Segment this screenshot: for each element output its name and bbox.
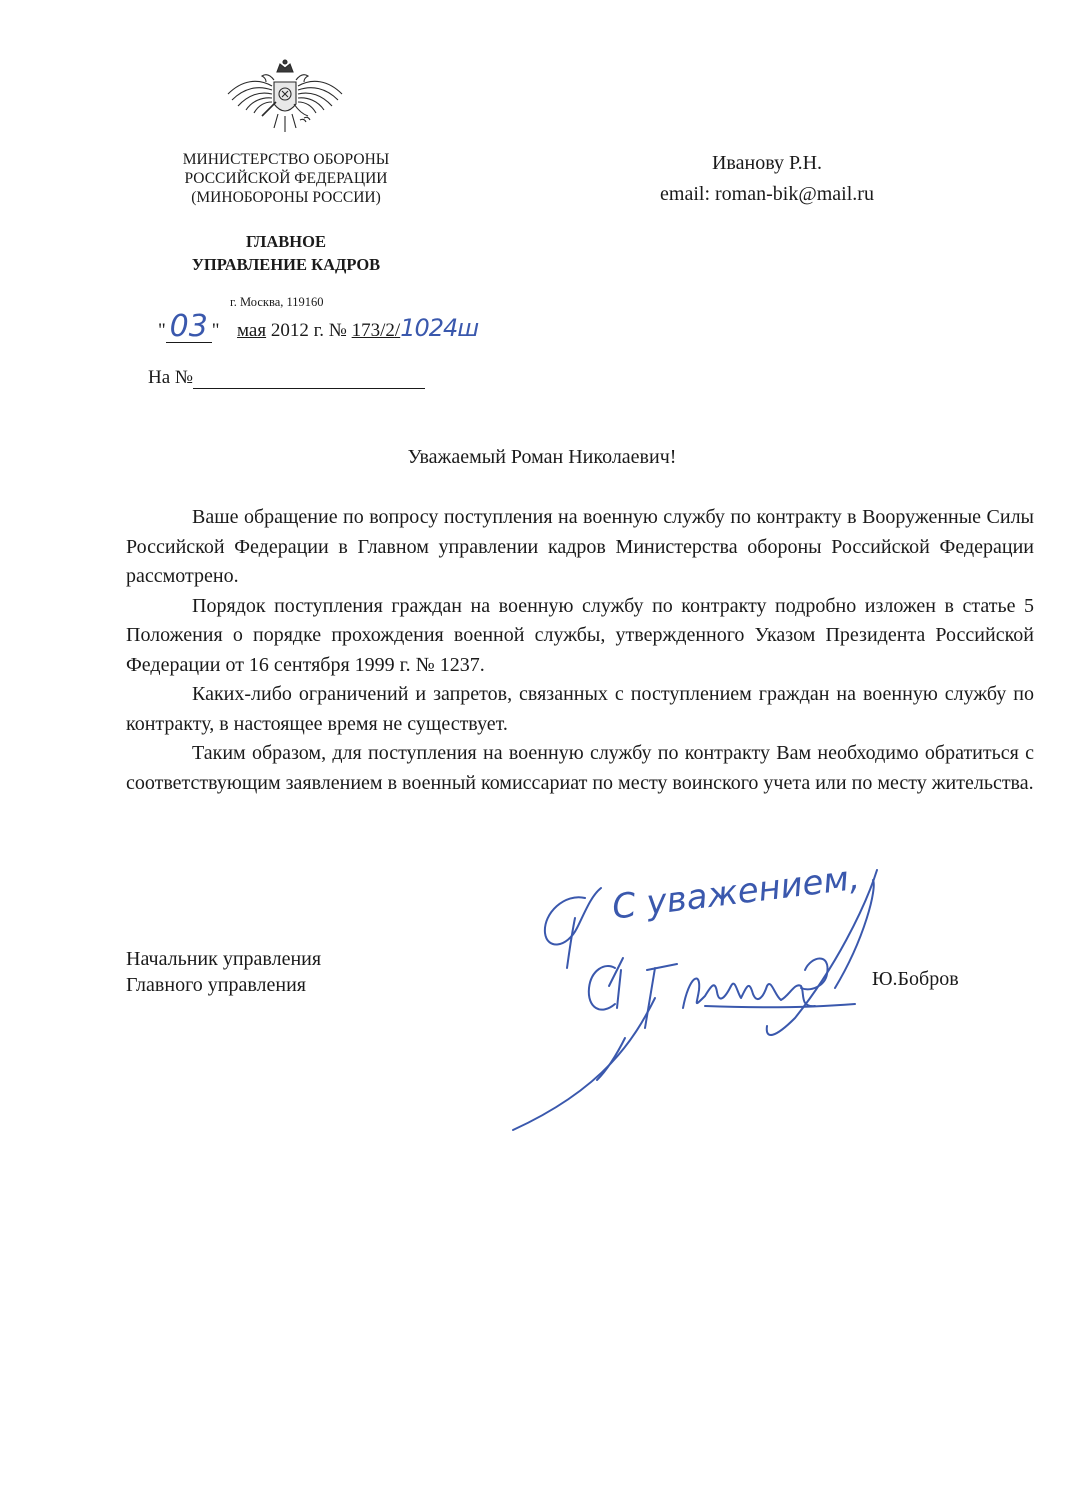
day-handwritten: 03 <box>169 309 208 344</box>
quote-open: " <box>158 320 166 341</box>
ministry-emblem-icon <box>222 58 348 140</box>
body-paragraph: Каких-либо ограничений и запретов, связанных с поступлением граждан на военную службу по контракту, в настоящее время не существует. <box>126 683 1034 735</box>
letter-body <box>126 503 1034 798</box>
signatory-title <box>126 946 321 998</box>
signatory-title-line: Главного управления <box>126 974 306 996</box>
reference-label: На № <box>148 367 194 388</box>
city-address: г. Москва, 119160 <box>230 295 324 309</box>
recipient-block <box>610 148 924 210</box>
year-number-label: 2012 г. № <box>270 320 347 341</box>
greeting: Уважаемый Роман Николаевич! <box>407 446 677 468</box>
date-registration-line <box>158 309 479 352</box>
reference-line <box>148 367 425 389</box>
body-paragraph: Порядок поступления граждан на военную службу по контракту подробно изложен в статье 5 Положения о порядке прохождения военной службы, утвержденного Указом Президента Российской Федерации от 16 сентября 1999 г. № 1237. <box>126 594 1034 676</box>
signatory-title-line: Начальник управления <box>126 948 322 970</box>
reference-blank <box>193 369 425 389</box>
department-name <box>150 230 422 276</box>
ministry-name-line: (МИНОБОРОНЫ РОССИИ) <box>191 189 381 206</box>
recipient-email: email: roman-bik@mail.ru <box>660 183 874 205</box>
ministry-name-line: РОССИЙСКОЙ ФЕДЕРАЦИИ <box>184 170 388 187</box>
day-field <box>166 309 212 344</box>
body-paragraph: Ваше обращение по вопросу поступления на военную службу по контракту в Вооруженные Силы Российской Федерации в Главном управлении кадров Министерства обороны Российской Федерации рассмотрено. <box>126 506 1034 587</box>
signatory-name: Ю.Бобров <box>872 968 959 990</box>
department-name-line: ГЛАВНОЕ <box>246 232 326 251</box>
department-name-line: УПРАВЛЕНИЕ КАДРОВ <box>191 255 381 274</box>
signature-courtesy-handwritten: С уважением, <box>610 857 862 928</box>
body-paragraph: Таким образом, для поступления на военную службу по контракту Вам необходимо обратиться с соответствующим заявлением в военный комиссариат по месту воинского учета или по месту жительства. <box>126 742 1034 794</box>
ministry-name-line: МИНИСТЕРСТВО ОБОРОНЫ <box>182 151 390 168</box>
registration-prefix: 173/2/ <box>351 320 401 341</box>
ministry-name <box>150 150 422 207</box>
month: мая <box>237 320 267 341</box>
quote-close: " <box>211 320 220 341</box>
registration-handwritten: 1024ш <box>400 314 479 342</box>
recipient-name: Иванову Р.Н. <box>711 152 823 174</box>
